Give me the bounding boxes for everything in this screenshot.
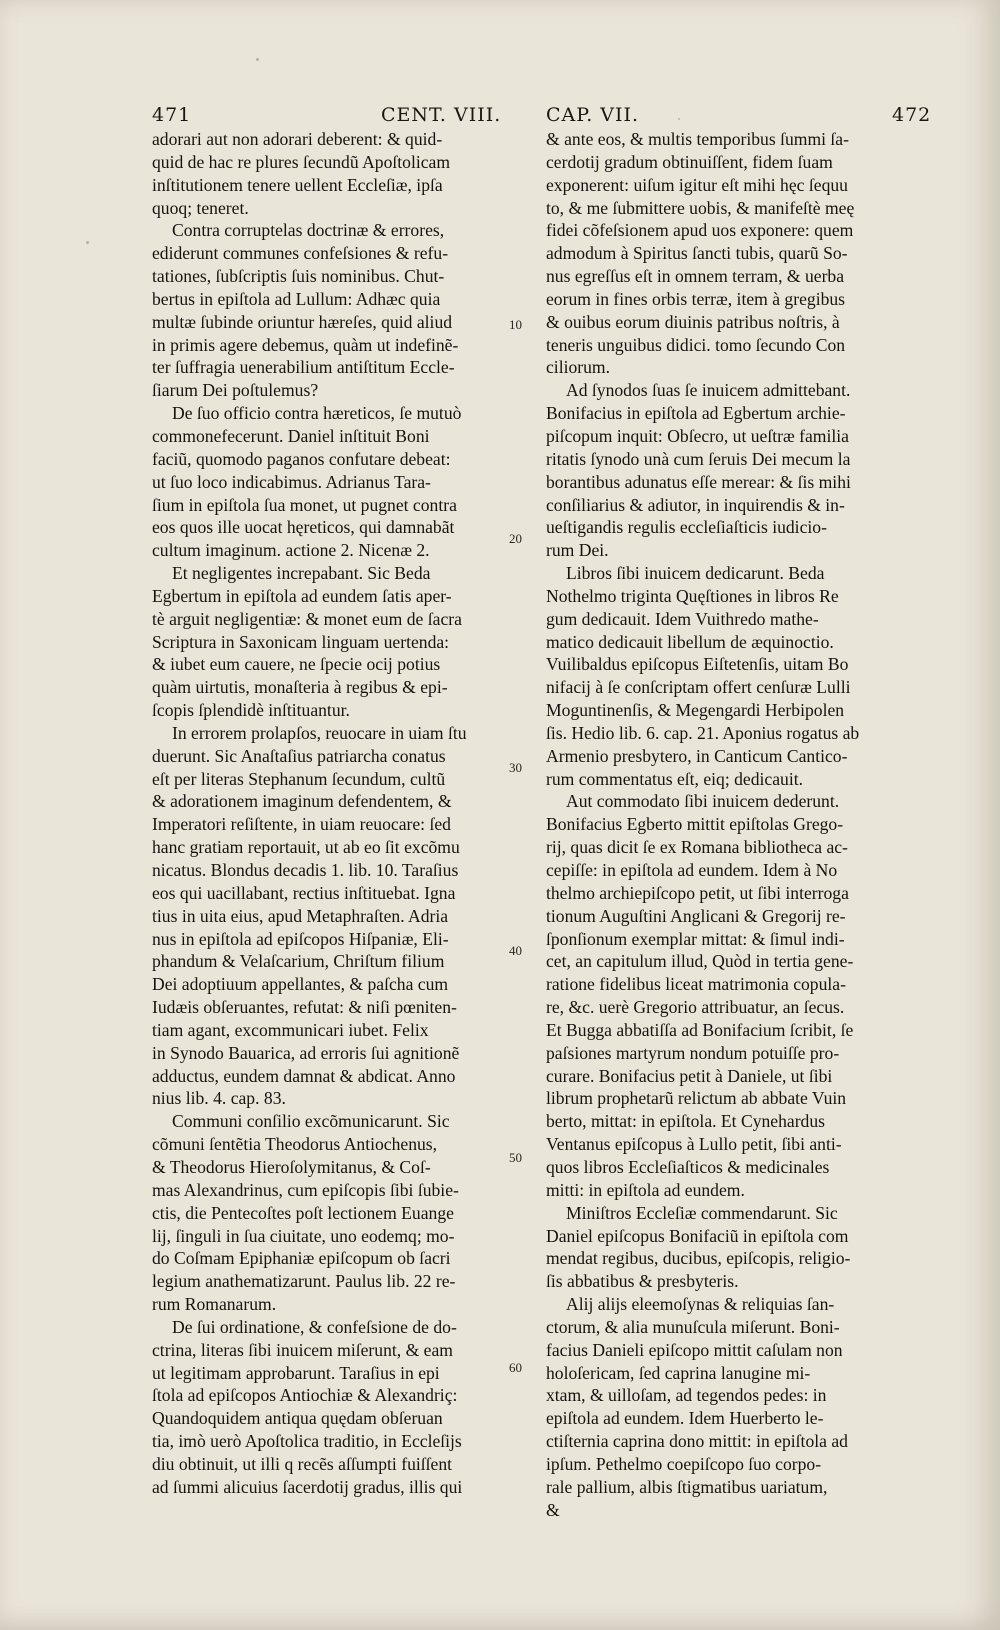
text-line: Quandoquidem antiqua quędam obſeruan	[152, 1408, 443, 1429]
text-line: Bonifacius Egberto mittit epiſtolas Grego-	[546, 814, 844, 835]
text-line: cepiſſe: in epiſtola ad eundem. Idem à No	[546, 860, 838, 880]
text-line: ctorum, & alia munuſcula miſerunt. Boni-	[546, 1316, 840, 1337]
text-line: & ouibus eorum diuinis patribus noſtris, à	[546, 311, 840, 332]
paper-speck	[86, 241, 89, 244]
text-line: gum dedicauit. Idem Vuithredo mathe-	[546, 608, 819, 629]
margin-line-number: 60	[509, 1360, 522, 1375]
text-line: rale pallium, albis ſtigmatibus uariatum,	[546, 1476, 828, 1497]
text-line: inſtitutionem tenere uellent Eccleſiæ, ipſa	[152, 174, 443, 195]
text-line: nicatus. Blondus decadis 1. lib. 10. Taraſius	[152, 860, 459, 880]
text-line: cultum imaginum. actione 2. Nicenæ 2.	[152, 540, 430, 561]
text-line: &	[546, 1499, 560, 1520]
text-line: adductus, eundem damnat & abdicat. Anno	[152, 1065, 456, 1086]
text-line: cerdotij gradum obtinuiſſent, fidem ſuam	[546, 151, 833, 172]
text-line: nifacij à ſe conſcriptam offert cenſuræ Lulli	[546, 677, 851, 698]
text-line: nius lib. 4. cap. 83.	[152, 1088, 286, 1109]
text-line: ratione fidelibus liceat matrimonia copula-	[546, 974, 846, 995]
text-line: tiam agant, excommunicari iubet. Felix	[152, 1019, 429, 1040]
text-line: eos qui uacillabant, rectius inſtituebat. Igna	[152, 882, 456, 903]
text-line: ut legitimam approbarunt. Taraſius in epi	[152, 1362, 440, 1383]
margin-line-number: 10	[509, 317, 522, 332]
text-line: cet, an capitulum illud, Quòd in tertia gene-	[546, 951, 854, 972]
text-line: eſt per literas Stephanum ſecundum, cultũ	[152, 768, 446, 789]
text-line: Egbertum in epiſtola ad eundem ſatis aper-	[152, 585, 452, 606]
text-line: Scriptura in Saxonicam linguam uertenda:	[152, 631, 450, 652]
text-line: Alij alijs eleemoſynas & reliquias ſan-	[566, 1294, 835, 1315]
text-line: admodum à Spiritus ſancti tubis, quarũ So-	[546, 243, 848, 264]
paper-speck	[678, 118, 680, 120]
text-line: piſcopum inquit: Obſecro, ut ueſtræ familia	[546, 425, 849, 446]
paper-speck	[256, 58, 259, 61]
text-line: tius in uita eius, apud Metaphraſten. Adria	[152, 905, 449, 926]
text-line: eorum in fines orbis terræ, item à gregibus	[546, 288, 846, 309]
text-line: tè arguit negligentiæ: & monet eum de ſacra	[152, 608, 462, 629]
text-line: & iubet eum cauere, ne ſpecie ocij potius	[152, 654, 441, 675]
text-line: ſiarum Dei poſtulemus?	[152, 380, 319, 401]
margin-line-number: 30	[509, 760, 522, 775]
text-line: diu obtinuit, ut illi q recẽs aſſumpti fuiſſent	[152, 1453, 453, 1474]
text-line: ad ſummi alicuius ſacerdotij gradus, illis qui	[152, 1476, 463, 1497]
text-line: quàm uirtutis, monaſteria à regibus & epi-	[152, 677, 448, 698]
text-line: ueſtigandis regulis eccleſiaſticis iudicio-	[546, 517, 827, 538]
left-page-number: 471	[152, 104, 192, 126]
text-line: quoq; teneret.	[152, 197, 249, 218]
text-line: ut ſuo loco indicabimus. Adrianus Tara-	[152, 471, 431, 492]
text-line: lij, ſinguli in ſua ciuitate, uno eodemq; mo-	[152, 1225, 455, 1246]
text-line: mitti: in epiſtola ad eundem.	[546, 1179, 745, 1200]
text-line: mas Alexandrinus, cum epiſcopis ſibi ſubie-	[152, 1179, 459, 1200]
text-line: ter ſuffragia uenerabilium antiſtitum Eccle-	[152, 357, 455, 378]
text-line: ſium in epiſtola ſua monet, ut pugnet contra	[152, 494, 457, 515]
right-running-title: CAP. VII.	[546, 104, 640, 126]
text-line: Miniſtros Eccleſiæ commendarunt. Sic	[566, 1202, 838, 1223]
text-line: & Theodorus Hieroſolymitanus, & Coſ-	[152, 1156, 431, 1177]
right-page-number: 472	[892, 104, 932, 126]
text-line: bertus in epiſtola ad Lullum: Adhæc quia	[152, 288, 441, 309]
text-line: Contra corruptelas doctrinæ & errores,	[172, 220, 445, 241]
text-line: Libros ſibi inuicem dedicarunt. Beda	[566, 563, 825, 584]
text-line: Moguntinenſis, & Megengardi Herbipolen	[546, 700, 845, 721]
text-line: hanc gratiam reportauit, ut ab eo ſit excõmu	[152, 837, 460, 858]
text-line: & adorationem imaginum defendentem, &	[152, 791, 452, 812]
text-line: multæ ſubinde oriuntur hæreſes, quid aliud	[152, 311, 453, 332]
text-line: quid de hac re plures ſecundũ Apoſtolicam	[152, 151, 451, 172]
text-line: holoſericam, ſed caprina lanugine mi-	[546, 1362, 811, 1383]
text-line: thelmo archiepiſcopo petit, ut ſibi interroga	[546, 882, 849, 903]
left-text-column	[152, 128, 532, 1499]
text-line: rum commentatus eſt, eiq; dedicauit.	[546, 768, 803, 789]
text-line: librum prophetarũ relictum ab abbate Vuin	[546, 1088, 847, 1109]
margin-line-number: 50	[509, 1150, 522, 1165]
text-line: ctrina, literas ſibi inuicem miſerunt, & eam	[152, 1339, 453, 1360]
text-line: Dei adoptiuum appellantes, & paſcha cum	[152, 974, 449, 995]
text-line: ipſum. Pethelmo coepiſcopo ſuo corpo-	[546, 1453, 822, 1474]
text-line: faciũ, quomodo paganos confutare debeat:	[152, 448, 451, 469]
text-line: Aut commodato ſibi inuicem dederunt.	[566, 791, 840, 812]
margin-line-number: 40	[509, 943, 522, 958]
text-line: fidei cõfeſsionem apud uos exponere: quem	[546, 220, 854, 241]
text-line: ſponſionum exemplar mittat: & ſimul indi-	[546, 928, 845, 949]
text-line: Iudæis obſeruantes, refutat: & niſi pœniten-	[152, 997, 457, 1018]
left-running-title: CENT. VIII.	[381, 104, 502, 126]
text-line: ctis, die Pentecoſtes poſt lectionem Euange	[152, 1202, 454, 1223]
text-line: Daniel epiſcopus Bonifaciũ in epiſtola com	[546, 1225, 849, 1246]
text-line: De ſui ordinatione, & confeſsione de do-	[172, 1316, 457, 1337]
text-line: Et negligentes increpabant. Sic Beda	[172, 563, 431, 584]
text-line: Nothelmo triginta Quęſtiones in libros Re	[546, 585, 839, 606]
text-line: De ſuo officio contra hæreticos, ſe mutuò	[172, 403, 462, 424]
text-line: epiſtola ad eundem. Idem Huerberto le-	[546, 1408, 824, 1429]
text-line: ctiſternia caprina dono mittit: in epiſtola ad	[546, 1431, 848, 1452]
text-line: tia, imò uerò Apoſtolica traditio, in Eccleſijs	[152, 1431, 462, 1452]
text-line: mendat regibus, ducibus, epiſcopis, religio-	[546, 1248, 851, 1269]
text-line: xtam, & uilloſam, ad tegendos pedes: in	[546, 1385, 827, 1406]
text-line: ciliorum.	[546, 357, 611, 378]
text-line: to, & me ſubmittere uobis, & manifeſtè meę	[546, 197, 855, 218]
text-line: tionum Auguſtini Anglicani & Gregorij re-	[546, 905, 846, 926]
text-line: & ante eos, & multis temporibus ſummi ſa-	[546, 129, 849, 149]
text-line: cõmuni ſentẽtia Theodorus Antiochenus,	[152, 1134, 438, 1155]
text-line: in Synodo Bauarica, ad erroris ſui agnitionẽ	[152, 1042, 460, 1063]
text-line: ſis abbatibus & presbyteris.	[546, 1271, 739, 1292]
text-line: exponerent: uiſum igitur eſt mihi hęc ſequu	[546, 174, 848, 195]
text-line: tationes, ſubſcriptis ſuis nominibus. Chut-	[152, 266, 445, 287]
text-line: ritatis ſynodo unà cum ſeruis Dei mecum la	[546, 448, 851, 469]
text-line: rum Dei.	[546, 540, 609, 561]
text-line: rum Romanarum.	[152, 1294, 277, 1315]
text-line: adorari aut non adorari deberent: & quid-	[152, 129, 443, 149]
text-line: do Coſmam Epiphaniæ epiſcopum ob ſacri	[152, 1248, 451, 1269]
text-line: conſiliarius & adiutor, in inquirendis & in-	[546, 494, 845, 515]
text-line: berto, mittat: in epiſtola. Et Cynehardus	[546, 1111, 826, 1132]
text-line: phandum & Velaſcarium, Chriſtum filium	[152, 951, 445, 972]
text-line: matico dedicauit libellum de æquinoctio.	[546, 631, 834, 652]
text-line: facius Danieli epiſcopo mittit caſulam non	[546, 1339, 843, 1360]
text-line: Armenio presbytero, in Canticum Cantico-	[546, 745, 848, 766]
text-line: eos quos ille uocat hęreticos, qui damnabãt	[152, 517, 455, 538]
text-line: curare. Bonifacius petit à Daniele, ut ſibi	[546, 1065, 833, 1086]
text-line: quos libros Eccleſiaſticos & medicinales	[546, 1156, 830, 1177]
text-line: Imperatori reſiſtente, in uiam reuocare: ſed	[152, 814, 451, 835]
text-line: commonefecerunt. Daniel inſtituit Boni	[152, 425, 430, 446]
text-line: Communi conſilio excõmunicarunt. Sic	[172, 1111, 450, 1132]
text-line: ſtola ad epiſcopos Antiochiæ & Alexandriç:	[152, 1385, 458, 1406]
text-line: Et Bugga abbatiſſa ad Bonifacium ſcribit, ſe	[546, 1019, 854, 1040]
text-line: teneris unguibus didici. tomo ſecundo Con	[546, 334, 846, 355]
text-line: ſis. Hedio lib. 6. cap. 21. Aponius rogatus ab	[546, 722, 860, 743]
text-line: borantibus adunatus eſſe merear: & ſis mihi	[546, 471, 851, 492]
text-line: In errorem prolapſos, reuocare in uiam ſtu	[172, 722, 467, 743]
text-line: legium anathematizarunt. Paulus lib. 22 re-	[152, 1271, 456, 1292]
text-line: in primis agere debemus, quàm ut indefinẽ-	[152, 334, 459, 355]
right-text-column	[546, 128, 926, 1521]
text-line: Bonifacius in epiſtola ad Egbertum archie-	[546, 403, 846, 424]
text-line: nus in epiſtola ad epiſcopos Hiſpaniæ, Eli-	[152, 928, 449, 949]
margin-line-number: 20	[509, 531, 522, 546]
text-line: ediderunt communes confeſsiones & refu-	[152, 243, 449, 264]
text-line: Ventanus epiſcopus à Lullo petit, ſibi anti-	[546, 1134, 842, 1155]
text-line: nus egreſſus eſt in omnem terram, & uerba	[546, 266, 845, 287]
text-line: re, &c. uerè Gregorio attribuatur, an ſecus.	[546, 997, 845, 1018]
text-line: Ad ſynodos ſuas ſe inuicem admittebant.	[566, 380, 851, 401]
text-line: paſsiones martyrum nondum potuiſſe pro-	[546, 1042, 840, 1063]
running-header	[0, 104, 1000, 128]
text-line: ſcopis ſplendidè inſtituantur.	[152, 700, 350, 721]
text-line: rij, quas dicit ſe ex Romana bibliotheca ac-	[546, 837, 848, 858]
text-line: duerunt. Sic Anaſtaſius patriarcha conatus	[152, 745, 446, 766]
text-line: Vuilibaldus epiſcopus Eiſtetenſis, uitam Bo	[546, 654, 849, 675]
